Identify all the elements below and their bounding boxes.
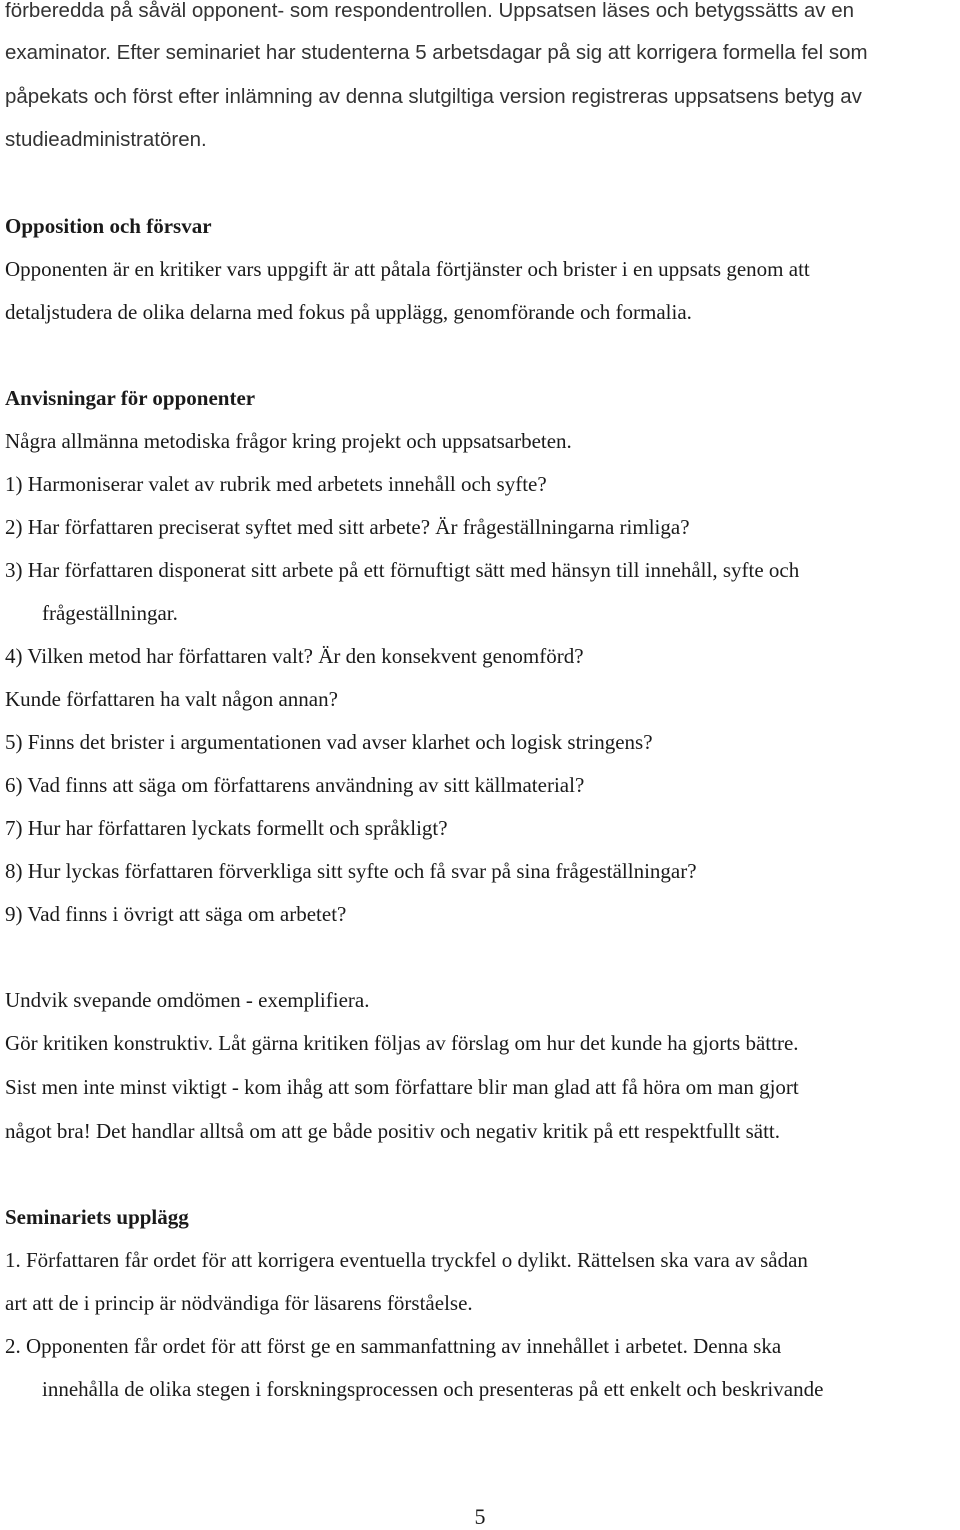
intro-line-3: påpekats och först efter inlämning av denna slutgiltiga version registreras uppsatsens betyg av: [5, 85, 862, 108]
opposition-line-2: detaljstudera de olika delarna med fokus på upplägg, genomförande och formalia.: [5, 300, 692, 324]
page-number: 5: [474, 1504, 486, 1529]
anvisningar-intro: Några allmänna metodiska frågor kring projekt och uppsatsarbeten.: [5, 429, 572, 453]
advice-line-3: Sist men inte minst viktigt - kom ihåg att som författare blir man glad att få höra om man gjort: [5, 1075, 799, 1099]
opposition-line-1: Opponenten är en kritiker vars uppgift är att påtala förtjänster och brister i en uppsats genom att: [5, 257, 810, 281]
advice-line-1: Undvik svepande omdömen - exemplifiera.: [5, 988, 370, 1012]
seminarium-item-2: 2. Opponenten får ordet för att först ge en sammanfattning av innehållet i arbetet. Denna ska: [5, 1334, 782, 1358]
intro-line-2: examinator. Efter seminariet har studenterna 5 arbetsdagar på sig att korrigera formella fel som: [5, 41, 868, 64]
intro-line-4: studieadministratören.: [5, 128, 207, 151]
advice-line-4: något bra! Det handlar alltså om att ge både positiv och negativ kritik på ett respektfullt sätt.: [5, 1119, 781, 1143]
question-2: 2) Har författaren preciserat syftet med sitt arbete? Är frågeställningarna rimliga?: [5, 515, 690, 539]
seminarium-item-1: 1. Författaren får ordet för att korrigera eventuella tryckfel o dylikt. Rättelsen ska vara av sådan: [5, 1248, 808, 1272]
question-4-continued: Kunde författaren ha valt någon annan?: [5, 687, 338, 711]
intro-line-1: förberedda på såväl opponent- som respondentrollen. Uppsatsen läses och betygssätts av en: [5, 0, 854, 22]
anvisningar-heading: Anvisningar för opponenter: [5, 386, 256, 410]
question-9: 9) Vad finns i övrigt att säga om arbetet?: [5, 902, 347, 926]
question-7: 7) Hur har författaren lyckats formellt och språkligt?: [5, 816, 448, 840]
question-3-continued: frågeställningar.: [42, 601, 178, 625]
advice-line-2: Gör kritiken konstruktiv. Låt gärna kritiken följas av förslag om hur det kunde ha gjorts bättre.: [5, 1031, 799, 1055]
seminarium-item-2-continued: innehålla de olika stegen i forskningsprocessen och presenteras på ett enkelt och beskrivande: [42, 1377, 824, 1401]
question-6: 6) Vad finns att säga om författarens användning av sitt källmaterial?: [5, 773, 585, 797]
question-4: 4) Vilken metod har författaren valt? Är den konsekvent genomförd?: [5, 644, 584, 668]
question-1: 1) Harmoniserar valet av rubrik med arbetets innehåll och syfte?: [5, 472, 547, 496]
question-3: 3) Har författaren disponerat sitt arbete på ett förnuftigt sätt med hänsyn till innehåll, syfte och: [5, 558, 800, 582]
seminarium-heading: Seminariets upplägg: [5, 1205, 189, 1229]
question-5: 5) Finns det brister i argumentationen vad avser klarhet och logisk stringens?: [5, 730, 653, 754]
question-8: 8) Hur lyckas författaren förverkliga sitt syfte och få svar på sina frågeställningar?: [5, 859, 697, 883]
seminarium-item-1-continued: art att de i princip är nödvändiga för läsarens förståelse.: [5, 1291, 473, 1315]
opposition-heading: Opposition och försvar: [5, 214, 212, 238]
